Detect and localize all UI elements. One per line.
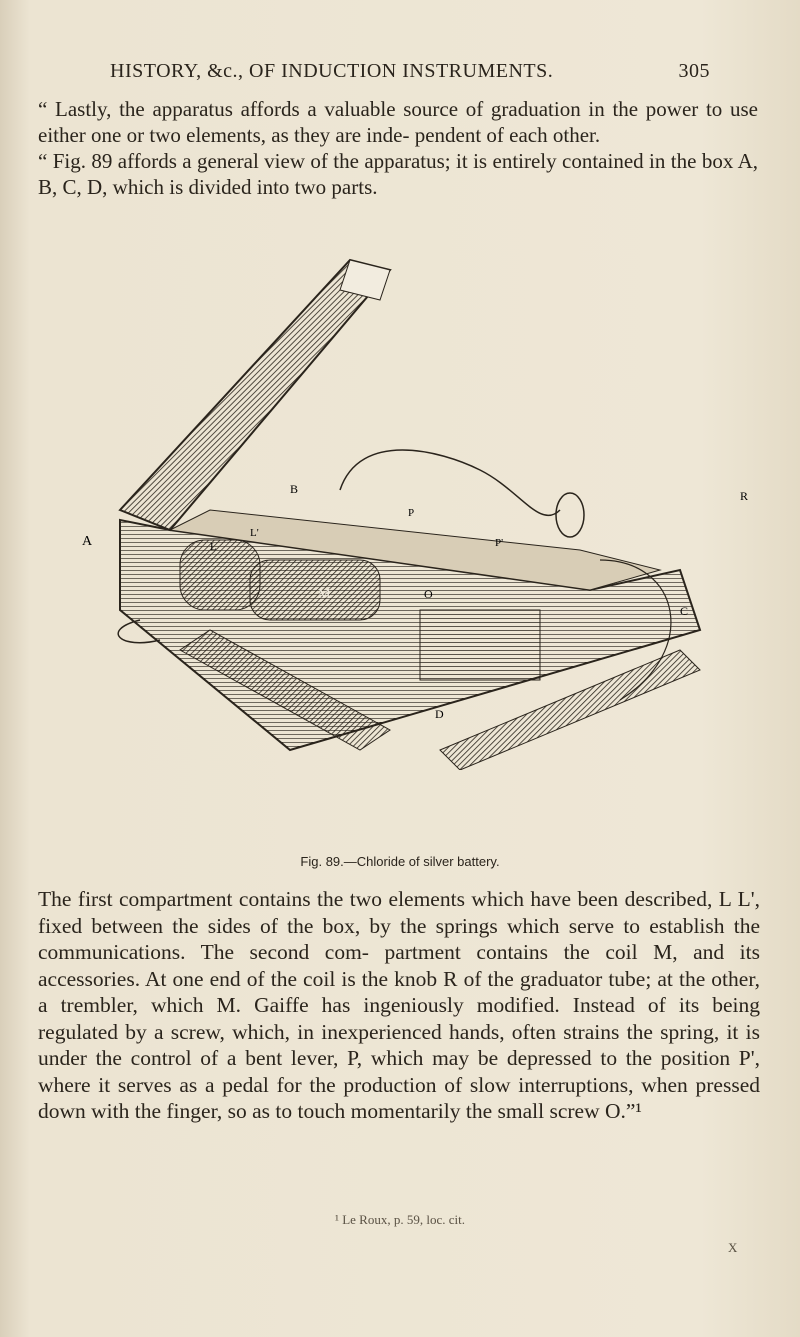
label-r: R xyxy=(740,489,749,503)
body-paragraph: The first compartment contains the two elements which have been described, L L', fixed between the sides of the box, by the springs which serve to establish the communications. The second com- partment contains the coil M, and its accessories. At one end of the coil is the knob R of the graduator tube; at the other, a trembler, which M. Gaiffe has ingeniously modified. Instead of its being regulated by a screw, which, in inexperienced hands, often strains the spring, it is under the control of a bent lever, P, which may be depressed to the position P', where it serves as a pedal for the production of slow interruptions, when pressed down with the finger, so as to touch momentarily the small screw O.”¹ xyxy=(38,887,760,1123)
battery-illustration xyxy=(60,230,760,770)
label-m: M xyxy=(318,587,331,602)
label-l-prime: L' xyxy=(250,527,259,539)
label-b: B xyxy=(290,482,299,496)
running-title: HISTORY, &c., OF INDUCTION INSTRUMENTS. xyxy=(110,60,554,82)
box-lid xyxy=(120,260,390,530)
label-d: D xyxy=(435,707,444,721)
running-header xyxy=(110,60,710,83)
figure-caption: Fig. 89.—Chloride of silver battery. xyxy=(300,854,500,869)
intro-paragraph-2: “ Fig. 89 affords a general view of the apparatus; it is entirely contained in the box A, B, C, D, which is divided into two parts. xyxy=(38,149,758,199)
label-l: L xyxy=(210,541,217,553)
label-a: A xyxy=(82,534,93,549)
signature-mark: X xyxy=(728,1240,738,1255)
intro-paragraph-1: “ Lastly, the apparatus affords a valuable source of graduation in the power to use either one or two elements, as they are inde- pendent of each other. xyxy=(38,97,758,147)
coil-m xyxy=(250,560,380,620)
page-number: 305 xyxy=(678,60,710,82)
label-o: O xyxy=(424,587,433,601)
label-p: P xyxy=(408,507,415,519)
label-p-prime: P' xyxy=(495,537,504,549)
footnote: ¹ Le Roux, p. 59, loc. cit. xyxy=(335,1212,465,1227)
label-c: C xyxy=(680,604,689,618)
